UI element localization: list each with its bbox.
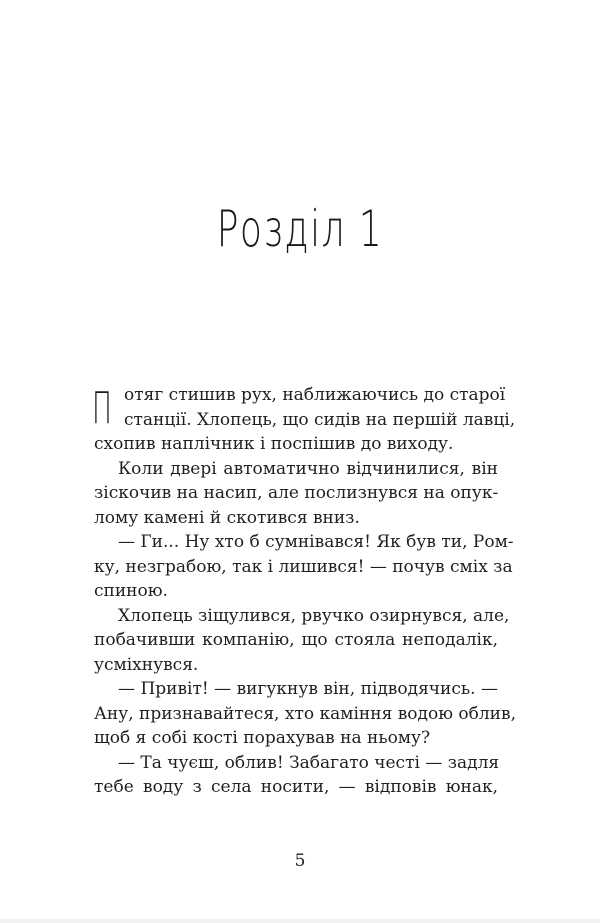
page-edge-divider [0, 919, 600, 923]
text-line: тебе воду з села носити, — відповів юнак, [94, 777, 498, 797]
text-line: побачивши компанію, що стояла неподалік, [94, 630, 498, 650]
text-line: Хлопець зіщулився, рвучко озирнувся, але, [118, 605, 510, 626]
text-line: — Ги... Ну хто б сумнівався! Як був ти, Ром- [118, 532, 514, 552]
page-number: 5 [294, 851, 306, 871]
drop-cap: П [92, 383, 112, 434]
text-line: ку, незграбою, так і лишився! — почув сміх за [94, 556, 513, 577]
text-line: отяг стишив рух, наближаючись до старої [124, 385, 506, 405]
text-line: лому камені й скотився вниз. [94, 507, 360, 528]
text-line: Коли двері автоматично відчинилися, він [118, 458, 498, 479]
text-line: зіскочив на насип, але послизнувся на опук- [94, 483, 499, 503]
text-line: щоб я собі кості порахував на ньому? [94, 728, 431, 748]
text-line: — Привіт! — вигукнув він, підводячись. — [118, 679, 498, 699]
text-line: спиною. [94, 581, 168, 601]
text-line: Ану, признавайтеся, хто каміння водою облив, [94, 703, 516, 724]
chapter-body [92, 383, 516, 800]
text-line: усміхнувся. [94, 654, 199, 675]
text-line: — Та чуєш, облив! Забагато честі — задля [118, 752, 500, 773]
text-line: схопив наплічник і поспішив до виходу. [94, 434, 454, 454]
text-line: станції. Хлопець, що сидів на першій лавці, [124, 409, 516, 430]
chapter-title: Розділ 1 [216, 200, 384, 258]
